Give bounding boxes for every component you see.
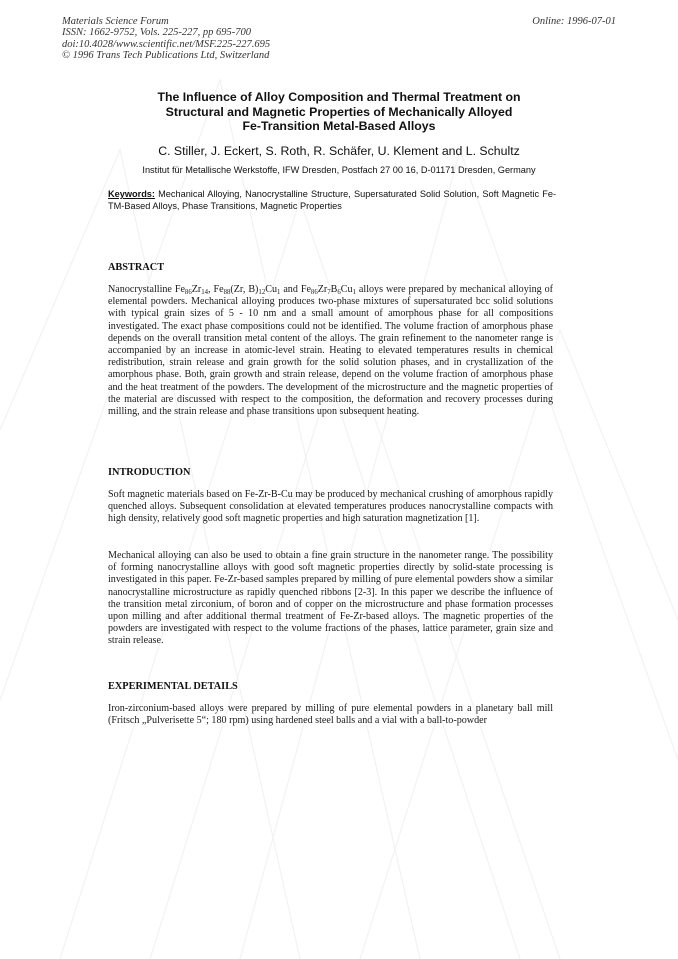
abstract-heading: ABSTRACT: [108, 262, 165, 273]
introduction-paragraph-1: Soft magnetic materials based on Fe-Zr-B-Cu may be produced by mechanical crushing of amorphous rapidly quenched alloys. Subsequent consolidation at elevated temperatures produces nanocrystalline compacts with high density, relatively good soft magnetic properties and high saturation magnetization [1].: [108, 489, 553, 525]
formula-subscript: 1: [352, 289, 356, 296]
formula-subscript: 7: [327, 289, 331, 296]
doi-link[interactable]: doi:10.4028/www.scientific.net/MSF.225-227.695: [62, 38, 271, 50]
experimental-paragraph-1: Iron-zirconium-based alloys were prepared by milling of pure elemental powders in a planetary ball mill (Fritsch „Pulverisette 5“; 180 rpm) using hardened steel balls and a vial with a ball-to-powder: [108, 703, 553, 727]
abstract-formula: [108, 284, 356, 295]
formula-subscript: 88: [223, 289, 231, 296]
formula-text: Cu: [340, 284, 353, 295]
formula-subscript: 86: [184, 289, 192, 296]
online-date: Online: 1996-07-01: [532, 16, 616, 27]
title-line-1: The Influence of Alloy Composition and Thermal Treatment on: [157, 90, 521, 104]
formula-text: Cu: [265, 284, 277, 295]
keywords-text: Mechanical Alloying, Nanocrystalline Structure, Supersaturated Solid Solution, Soft Magnetic Fe-TM-Based Alloys, Phase Transitions, Magnetic Properties: [108, 189, 556, 211]
affiliation: Institut für Metallische Werkstoffe, IFW Dresden, Postfach 27 00 16, D-01171 Dresden, Germany: [142, 165, 536, 175]
introduction-paragraph-2: Mechanical alloying can also be used to obtain a fine grain structure in the nanometer range. The possibility of forming nanocrystalline alloys with good soft magnetic properties directly by solid-state processing is investigated in this paper. Fe-Zr-based samples prepared by milling of pure elemental powders show a similar nanocrystalline microstructure as rapidly quenched ribbons [2-3]. In this paper we describe the influence of the transition metal zirconium, of boron and of copper on the microstructure and phase formation processes upon milling and after additional thermal treatment of Fe-Zr-based alloys. The magnetic properties of the powders are investigated with respect to the volume fractions of the phases, lattice parameter, grain size and strain release.: [108, 550, 553, 647]
formula-subscript: 12: [258, 289, 266, 296]
formula-subscript: 1: [277, 289, 281, 296]
copyright-line: © 1996 Trans Tech Publications Ltd, Switzerland: [62, 50, 270, 62]
journal-name: Materials Science Forum: [62, 16, 169, 27]
title-line-2: Structural and Magnetic Properties of Mechanically Alloyed: [165, 104, 513, 119]
formula-text: and Fe: [280, 284, 311, 295]
formula-subscript: 14: [201, 289, 209, 296]
abstract-paragraph: [108, 284, 553, 418]
formula-text: , Fe: [208, 284, 224, 295]
formula-text: Zr: [317, 284, 328, 295]
abstract-body: alloys were prepared by mechanical alloying of elemental powders. Mechanical alloying produces two-phase mixtures of supersaturated bcc solid solutions with typical grain sizes of 5 - 10 nm and a small amount of amorphous phase for all compositions investigated. The exact phase compositions could not be identified. The volume fraction of amorphous phase depends on the overall transition metal content of the alloys. The grain refinement to the nanometer range is accompanied by an increase in atomic-level strain. Heating to elevated temperatures results in chemical redistribution, strain release and grain growth for the solid solution phases, and in crystallization of the amorphous phase. Both, grain growth and strain release, depend on the volume fraction of amorphous phase and the heat treatment of the powders. The development of the microstructure and the magnetic properties of the material are discussed with respect to the composition, the deformation and recovery processes during milling, and the strain release and phase transitions upon subsequent heating.: [108, 284, 553, 418]
journal-header: [62, 16, 270, 62]
formula-text: B: [330, 284, 338, 295]
formula-text: Nanocrystalline Fe: [108, 284, 185, 295]
paper-title: [100, 90, 578, 134]
formula-subscript: 6: [337, 289, 341, 296]
formula-text: Zr: [191, 284, 202, 295]
keywords-block: [108, 189, 556, 213]
experimental-heading: EXPERIMENTAL DETAILS: [108, 681, 238, 692]
formula-text: (Zr, B): [230, 284, 259, 295]
keywords-label: Keywords:: [108, 189, 155, 199]
introduction-heading: INTRODUCTION: [108, 467, 191, 478]
title-line-3: Fe-Transition Metal-Based Alloys: [242, 119, 436, 133]
formula-subscript: 86: [310, 289, 318, 296]
issn-line: ISSN: 1662-9752, Vols. 225-227, pp 695-700: [62, 27, 251, 39]
author-list: C. Stiller, J. Eckert, S. Roth, R. Schäfer, U. Klement and L. Schultz: [158, 144, 520, 158]
